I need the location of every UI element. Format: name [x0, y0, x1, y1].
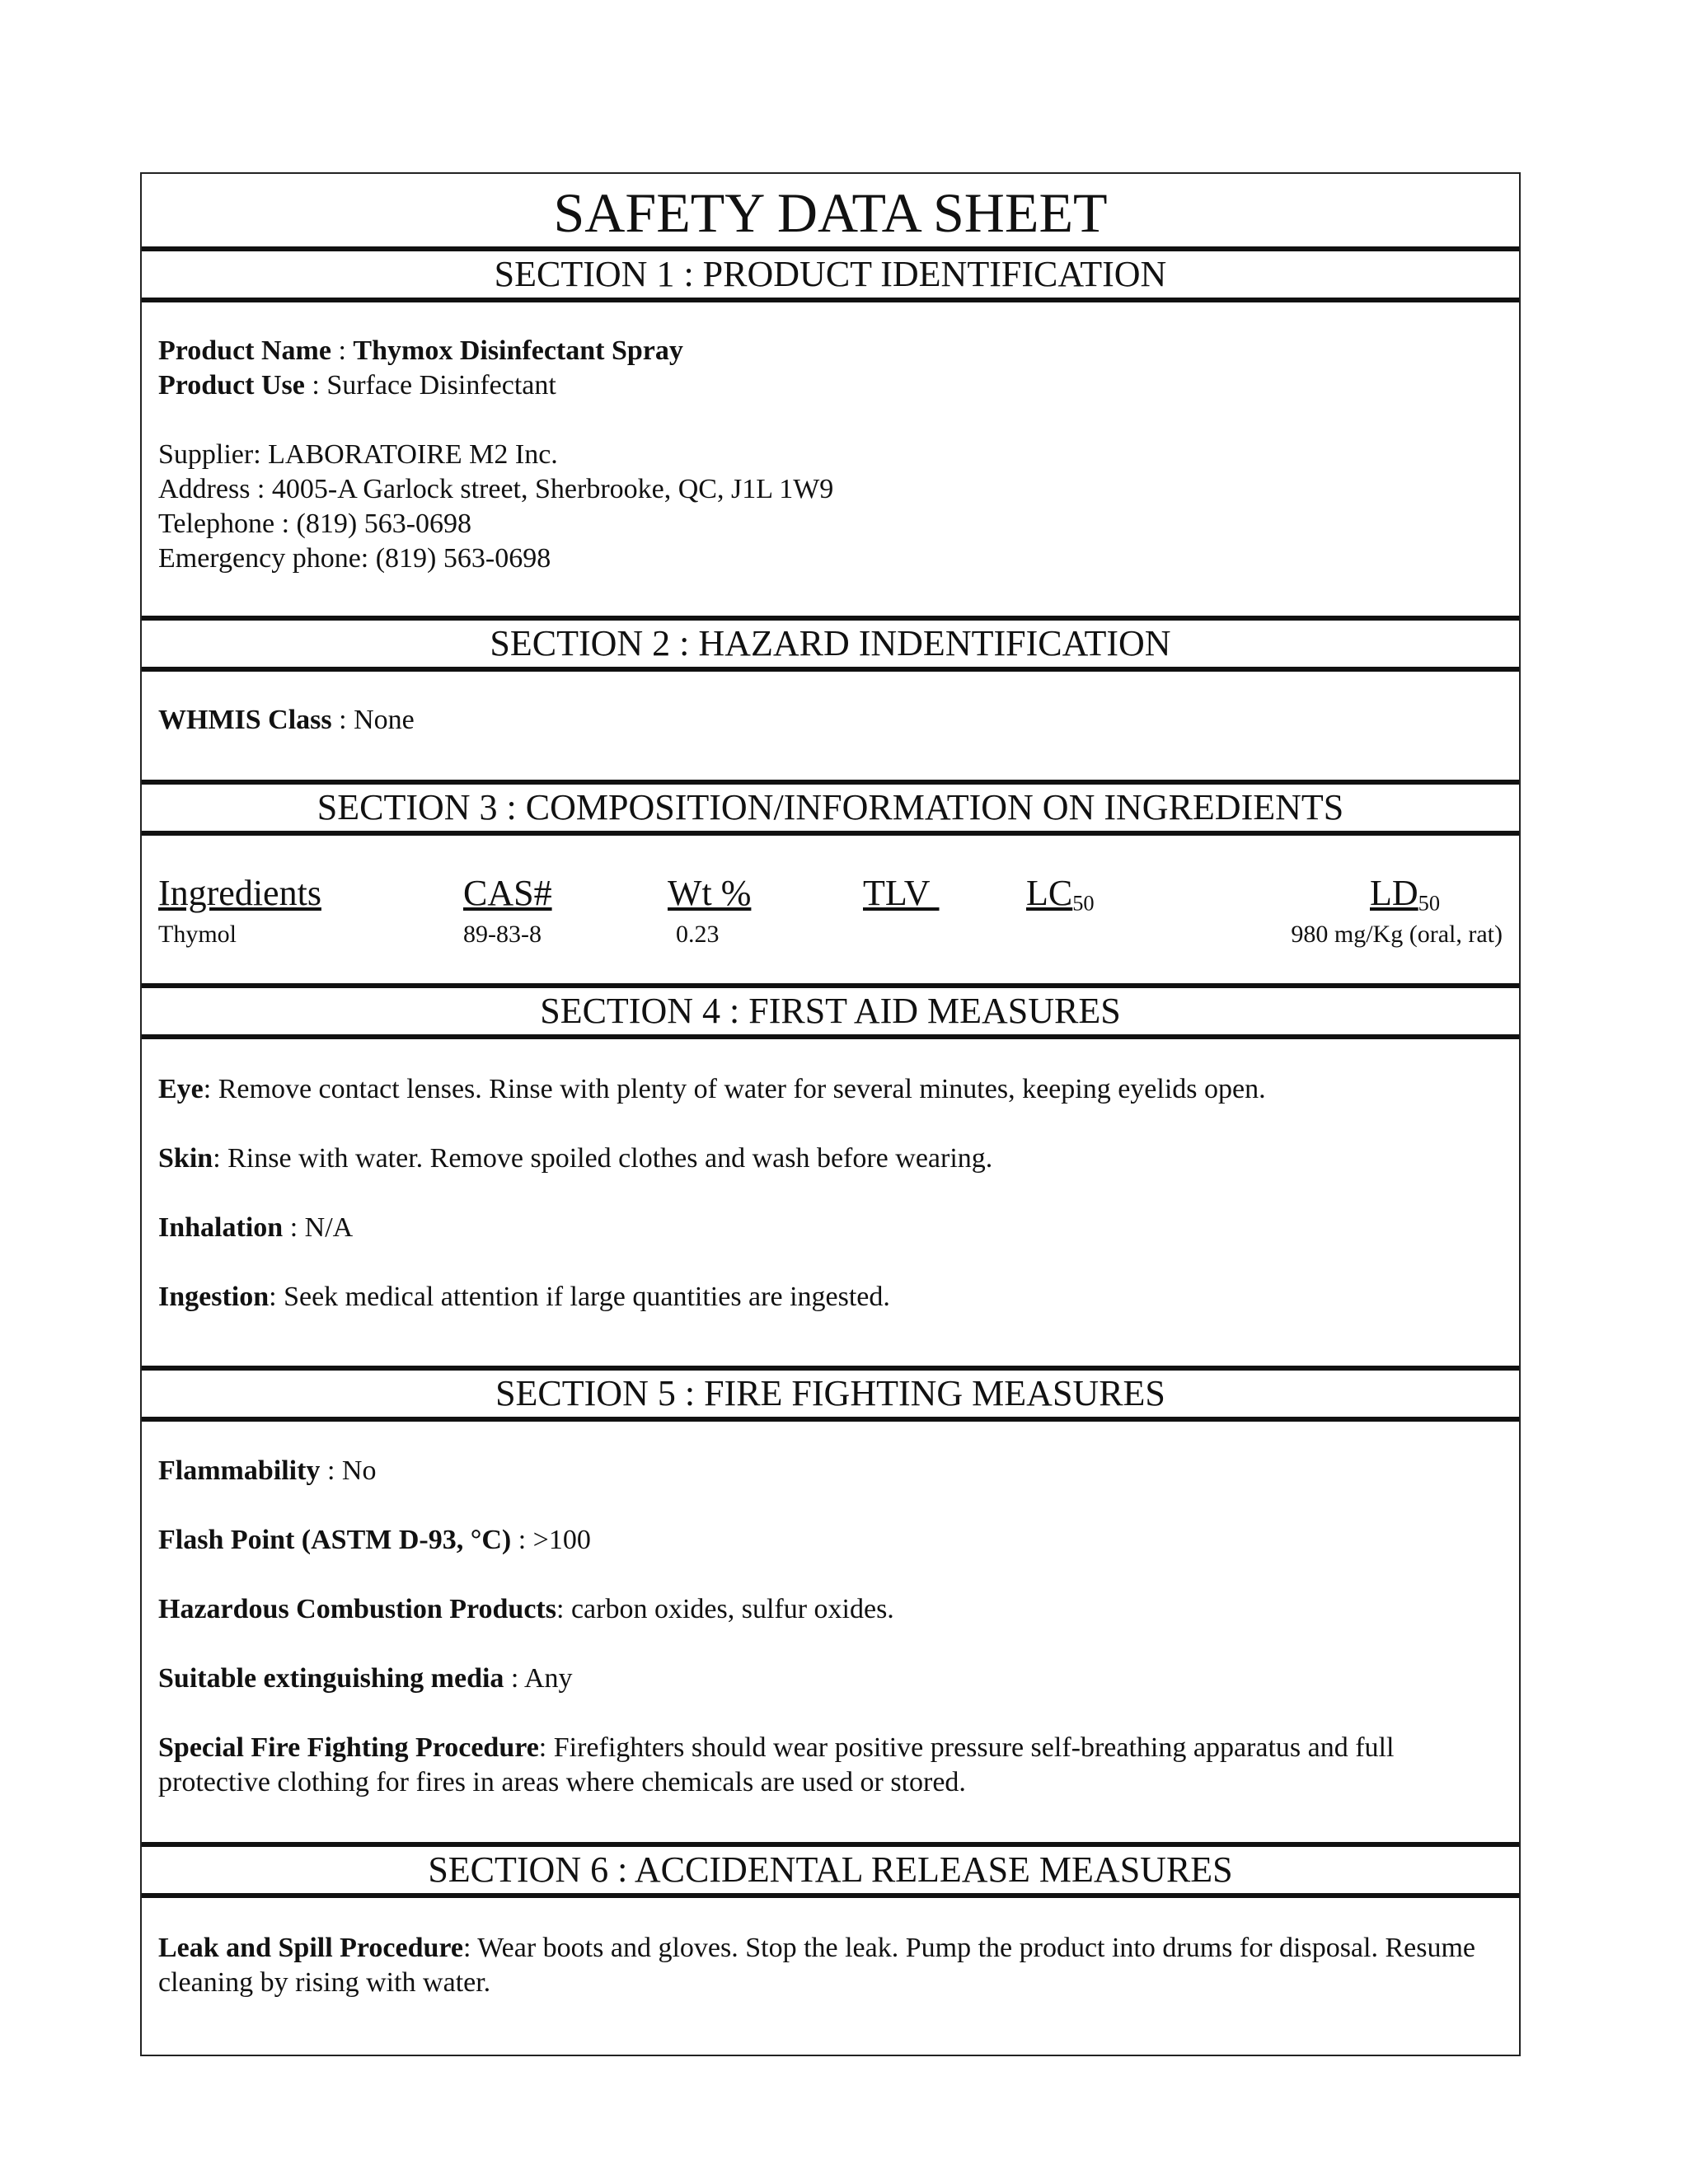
- row-wt: 0.23: [676, 921, 720, 948]
- section-5-header: SECTION 5 : FIRE FIGHTING MEASURES: [142, 1366, 1519, 1422]
- address: Address : 4005-A Garlock street, Sherbrooke, QC, J1L 1W9: [158, 474, 834, 504]
- flash-point-label: Flash Point (ASTM D-93, °C): [158, 1525, 512, 1555]
- supplier: Supplier: LABORATOIRE M2 Inc.: [158, 439, 558, 470]
- product-name-label: Product Name: [158, 335, 331, 366]
- inhalation-value: : N/A: [283, 1212, 354, 1243]
- row-ingredient: Thymol: [158, 921, 237, 948]
- extinguishing-media-line: [158, 1661, 1503, 1696]
- fire-procedure-paragraph: [158, 1731, 1503, 1800]
- skin-label: Skin: [158, 1143, 213, 1174]
- col-ld50: $LD_{50}$: [1370, 873, 1441, 916]
- whmis-line: WHMIS Class : None: [158, 705, 415, 735]
- product-name-value: Thymox Disinfectant Spray: [353, 335, 683, 366]
- eye-label: Eye: [158, 1074, 204, 1104]
- flash-point-value: : >100: [511, 1525, 591, 1555]
- section-6-body: [158, 1931, 1503, 2000]
- document-title: SAFETY DATA SHEET: [553, 181, 1108, 244]
- combustion-products-label: Hazardous Combustion Products: [158, 1594, 556, 1624]
- product-name-line: Product Name : Thymox Disinfectant Spray: [158, 335, 683, 366]
- section-3-header: SECTION 3 : COMPOSITION/INFORMATION ON INGREDIENTS: [142, 780, 1519, 836]
- section-2-header: SECTION 2 : HAZARD INDENTIFICATION: [142, 616, 1519, 672]
- fire-procedure-value: : Firefighters should wear positive pressure self-breathing apparatus and full protective clothing for fires in areas where chemicals are used or stored.: [158, 1732, 1395, 1797]
- telephone: Telephone : (819) 563-0698: [158, 509, 472, 539]
- col-tlv: TLV: [863, 873, 931, 913]
- ingestion-line: [158, 1280, 1503, 1315]
- flammability-label: Flammability: [158, 1455, 321, 1486]
- product-use-value: Surface Disinfectant: [326, 370, 556, 401]
- col-wt: Wt %: [668, 873, 752, 913]
- skin-line: [158, 1141, 1503, 1176]
- flammability-value: : No: [320, 1455, 377, 1486]
- section-2-body: [158, 703, 1503, 738]
- inhalation-line: [158, 1211, 1503, 1245]
- combustion-products-line: [158, 1592, 1503, 1627]
- leak-procedure-paragraph: [158, 1931, 1503, 2000]
- product-use-line: Product Use : Surface Disinfectant: [158, 370, 556, 401]
- emergency-phone: Emergency phone: (819) 563-0698: [158, 543, 551, 574]
- ingestion-label: Ingestion: [158, 1282, 270, 1312]
- leak-procedure-value: : Wear boots and gloves. Stop the leak. Pump the product into drums for disposal. Resume cleaning by rising with water.: [158, 1933, 1476, 1998]
- section-4-header: SECTION 4 : FIRST AID MEASURES: [142, 983, 1519, 1039]
- col-ingredients: Ingredients: [158, 873, 321, 913]
- col-lc50: $LC_{50}$: [1026, 873, 1095, 916]
- extinguishing-media-label: Suitable extinguishing media: [158, 1663, 504, 1694]
- skin-value: : Rinse with water. Remove spoiled clothes and wash before wearing.: [213, 1143, 993, 1174]
- flash-point-line: [158, 1523, 1503, 1558]
- section-4-body: [158, 1072, 1503, 1315]
- row-cas: 89-83-8: [463, 921, 542, 948]
- eye-line: [158, 1072, 1503, 1107]
- whmis-label: WHMIS Class: [158, 705, 332, 735]
- fire-procedure-label: Special Fire Fighting Procedure: [158, 1732, 539, 1763]
- col-cas: CAS#: [463, 873, 552, 913]
- section-5-body: [158, 1454, 1503, 1800]
- whmis-value: None: [354, 705, 415, 735]
- leak-procedure-label: Leak and Spill Procedure: [158, 1933, 463, 1963]
- section-1-header: SECTION 1 : PRODUCT IDENTIFICATION: [142, 246, 1519, 302]
- extinguishing-media-value: : Any: [504, 1663, 573, 1694]
- section-1-body: [158, 334, 1503, 576]
- flammability-line: [158, 1454, 1503, 1488]
- inhalation-label: Inhalation: [158, 1212, 284, 1243]
- section-6-header: SECTION 6 : ACCIDENTAL RELEASE MEASURES: [142, 1842, 1519, 1898]
- combustion-products-value: : carbon oxides, sulfur oxides.: [556, 1594, 894, 1624]
- row-ld50: 980 mg/Kg (oral, rat): [1291, 921, 1503, 948]
- eye-value: : Remove contact lenses. Rinse with plenty of water for several minutes, keeping eyelids open.: [203, 1074, 1266, 1104]
- ingestion-value: : Seek medical attention if large quantities are ingested.: [269, 1282, 890, 1312]
- safety-data-sheet: [140, 172, 1521, 2056]
- product-use-label: Product Use: [158, 370, 305, 401]
